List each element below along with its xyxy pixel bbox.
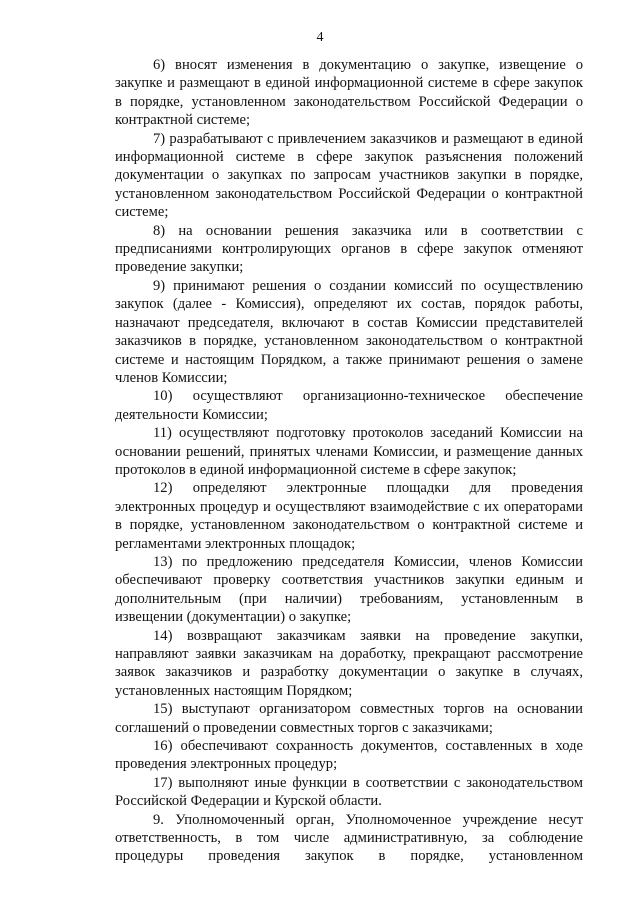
document-body: [115, 56, 583, 866]
paragraph-item-7: 7) разрабатывают с привлечением заказчиков и размещают в единой информационной системе в сфере закупок разъяснения положений документации о закупках по запросам участников закупки в порядке, установленном законодательством Российской Федерации о контрактной системе;: [115, 130, 583, 221]
paragraph-item-8: 8) на основании решения заказчика или в соответствии с предписаниями контролирующих органов в сфере закупок отменяют проведение закупки;: [115, 222, 583, 276]
paragraph-item-10: 10) осуществляют организационно-техническое обеспечение деятельности Комиссии;: [115, 388, 583, 423]
paragraph-item-14: 14) возвращают заказчикам заявки на проведение закупки, направляют заявки заказчикам на доработку, прекращают рассмотрение заявок заказчиков и разработку документации о закупке в случаях, установленных настоящим Порядком;: [115, 627, 583, 699]
paragraph-item-9: 9) принимают решения о создании комиссий по осуществлению закупок (далее - Комиссия), определяют их состав, порядок работы, назначают председателя, включают в состав Комиссии представителей заказчиков в порядке, установленном законодательством о контрактной системе и настоящим Порядком, а также принимают решения о замене членов Комиссии;: [115, 277, 583, 386]
paragraph-item-11: 11) осуществляют подготовку протоколов заседаний Комиссии на основании решений, принятых членами Комиссии, и размещение данных протоколов в единой информационной системе в сфере закупок;: [115, 425, 583, 478]
page-number: 4: [316, 30, 324, 45]
paragraph-item-17: 17) выполняют иные функции в соответствии с законодательством Российской Федерации и Курской области.: [115, 774, 583, 810]
paragraph-item-13: 13) по предложению председателя Комиссии, членов Комиссии обеспечивают проверку соответствия участников закупки единым и дополнительным (при наличии) требованиям, установленным в извещении (документации) о закупке;: [115, 553, 583, 626]
paragraph-item-12: 12) определяют электронные площадки для проведения электронных процедур и осуществляют взаимодействие с их операторами в порядке, установленном законодательством о контрактной системе и регламентами электронных площадок;: [115, 480, 583, 552]
paragraph-item-15: 15) выступают организатором совместных торгов на основании соглашений о проведении совместных торгов с заказчиками;: [115, 701, 583, 736]
paragraph-section-9: 9. Уполномоченный орган, Уполномоченное учреждение несут ответственность, в том числе административную, за соблюдение процедуры проведения закупок в порядке, установленном: [115, 811, 583, 865]
paragraph-item-6: 6) вносят изменения в документацию о закупке, извещение о закупке и размещают в единой информационной системе в сфере закупок в порядке, установленном законодательством Российской Федерации о контрактной системе;: [115, 57, 583, 129]
paragraph-item-16: 16) обеспечивают сохранность документов, составленных в ходе проведения электронных процедур;: [115, 738, 583, 773]
